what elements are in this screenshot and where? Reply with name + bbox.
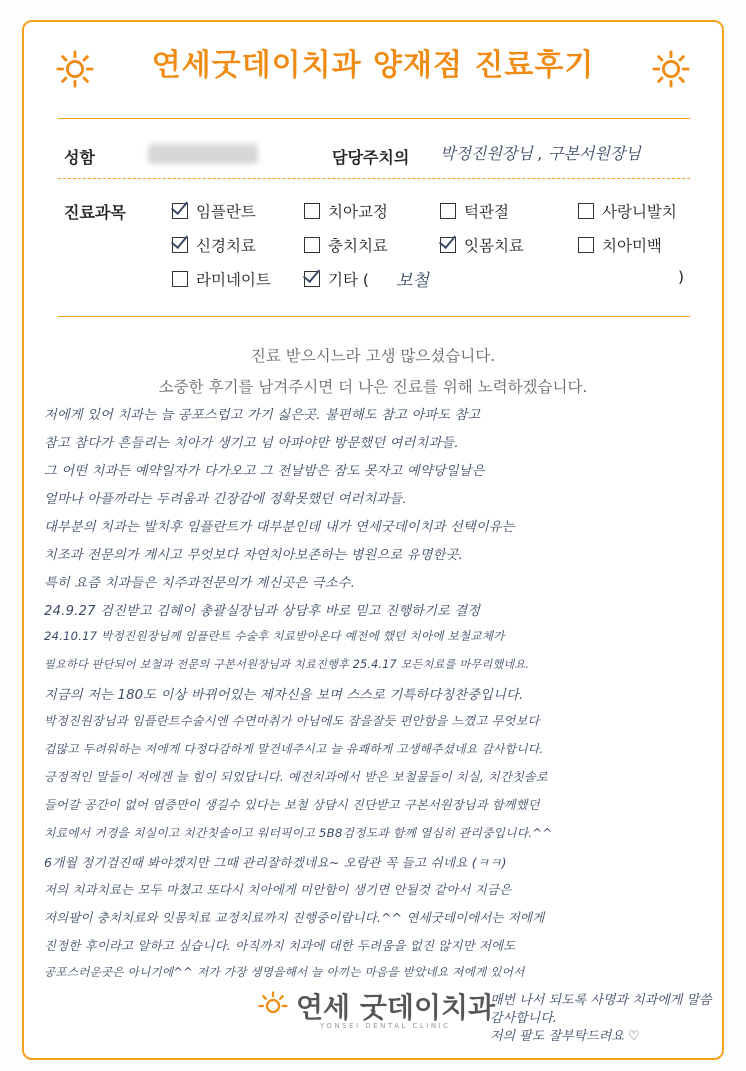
review-line: 참고 참다가 흔들리는 치아가 생기고 넘 아파야만 방문했던 여러치과들.	[44, 436, 459, 451]
checkbox[interactable]	[304, 203, 320, 219]
review-line: 지금의 저는 180도 이상 바뀌어있는 제자신을 보며 스스로 기특하다칭찬중입니다.	[44, 688, 524, 703]
checkbox[interactable]	[304, 237, 320, 253]
checkbox[interactable]	[440, 203, 456, 219]
review-line: 치료에서 거경을 치실이고 치간칫솔이고 워터픽이고 5B8검정도과 함께 열심히 관리중입니다.^^	[44, 826, 553, 840]
option-implant[interactable]: 임플란트	[172, 200, 256, 222]
checkbox[interactable]	[172, 203, 188, 219]
option-wisdom-tooth[interactable]: 사랑니발치	[578, 200, 677, 222]
review-line: 들어갈 공간이 없어 염증만이 생길수 있다는 보철 상담시 진단받고 구본서원장님과 함께했던	[44, 798, 540, 812]
page-title: 연세굿데이치과 양재점 진료후기	[151, 48, 595, 83]
name-value-redacted	[148, 144, 258, 164]
checkbox[interactable]	[172, 237, 188, 253]
option-other[interactable]: 기타 (	[304, 268, 369, 290]
review-line: 긍정적인 말들이 저에겐 늘 힘이 되었답니다. 예전치과에서 받은 보철물들이 치실, 치간칫솔로	[44, 770, 548, 784]
intro-line-1: 진료 받으시느라 고생 많으셨습니다.	[250, 347, 496, 365]
departments-label: 진료과목	[64, 203, 126, 222]
divider	[58, 178, 690, 179]
footer-subtext: YONSEI DENTAL CLINIC	[320, 1022, 451, 1030]
review-line: 진정한 후이라고 알하고 싶습니다. 아직까지 치과에 대한 두려움을 없진 않지만 저에도	[44, 938, 516, 953]
option-orthodontics[interactable]: 치아교정	[304, 200, 388, 222]
review-line: 박정진원장님과 임플란트수술시엔 수면마취가 아님에도 잠을잘듯 편안함을 느꼈고 무엇보다	[44, 714, 540, 728]
footer-logo	[258, 986, 495, 1026]
option-tmj[interactable]: 턱관절	[440, 200, 509, 222]
option-gum[interactable]: 잇몸치료	[440, 234, 524, 256]
checkbox[interactable]	[172, 271, 188, 287]
other-value: 보철	[396, 271, 429, 291]
option-cavity[interactable]: 충치치료	[304, 234, 388, 256]
review-line: 그 어떤 치과든 예약일자가 다가오고 그 전날밤은 잠도 못자고 예약당일날은	[44, 464, 485, 479]
review-line: 저에게 있어 치과는 늘 공포스럽고 가기 싫은곳. 불편해도 참고 아파도 참고	[44, 408, 481, 423]
doctor-value: 박정진원장님 , 구본서원장님	[440, 144, 641, 163]
review-line: 24.9.27 검진받고 김혜이 총괄실장님과 상담후 바로 믿고 진행하기로 결정	[44, 604, 481, 619]
review-line: 공포스러운곳은 아니기에^^ 저가 가장 생명을해서 늘 아끼는 마음을 받았네요 저에게 있어서	[44, 965, 525, 979]
signature-line: 매번 나서 되도록 사명과 치과에게 말씀	[490, 993, 712, 1008]
review-line: 특히 요즘 치과들은 치주과전문의가 계신곳은 극소수.	[44, 576, 356, 591]
review-line: 저의 치과치료는 모두 마쳤고 또다시 치아에게 미안함이 생기면 안될것 같아서 지금은	[44, 882, 512, 897]
footer-logo-text: 연세 굿데이치과	[296, 991, 496, 1024]
sun-icon	[258, 991, 288, 1021]
review-line: 6개월 정기검진때 봐야겠지만 그때 관리잘하겠네요~ 오람관 꼭 들고 쉬네요 (ㅋㅋ)	[44, 855, 507, 870]
review-line: 치조과 전문의가 계시고 무엇보다 자연치아보존하는 병원으로 유명한곳.	[44, 548, 463, 563]
checkbox[interactable]	[304, 271, 320, 287]
checkbox[interactable]	[578, 203, 594, 219]
option-whitening[interactable]: 치아미백	[578, 234, 662, 256]
signature-line: 저의 팔도 잘부탁드려요 ♡	[490, 1029, 640, 1044]
option-laminate[interactable]: 라미네이트	[172, 268, 271, 290]
review-line: 얼마나 아플까라는 두려움과 긴장감에 정확못했던 여러치과들.	[44, 492, 407, 507]
divider	[58, 118, 690, 119]
intro-line-2: 소중한 후기를 남겨주시면 더 나은 진료를 위해 노력하겠습니다.	[158, 378, 588, 396]
signature	[490, 992, 712, 1046]
review-line: 겁많고 두려워하는 저에게 다정다감하게 말건네주시고 늘 유쾌하게 고생해주셨네요 감사합니다.	[44, 742, 544, 756]
checkbox[interactable]	[440, 237, 456, 253]
review-line: 대부분의 치과는 발치후 임플란트가 대부분인데 내가 연세굿데이치과 선택이유는	[44, 520, 515, 535]
review-line: 저의팔이 충치치료와 잇몸치료 교정치료까지 진행중이랍니다.^^ 연세굿데이에서는 저에게	[44, 910, 545, 925]
signature-line: 감사합니다.	[490, 1011, 557, 1026]
other-close-paren: )	[678, 268, 685, 286]
option-root-canal[interactable]: 신경치료	[172, 234, 256, 256]
title-wrap	[0, 40, 746, 84]
checkbox[interactable]	[578, 237, 594, 253]
review-line: 필요하다 판단되어 보철과 전문의 구본서원장님과 치료진행후 25.4.17 모든치료를 마무리했네요.	[44, 658, 530, 671]
review-card	[22, 20, 724, 1060]
divider	[58, 316, 690, 317]
review-line: 24.10.17 박정진원장님께 임플란트 수술후 치료받아온다 예전에 했던 치아에 보철교체가	[44, 629, 505, 643]
doctor-label: 담당주치의	[332, 148, 410, 167]
name-label: 성함	[64, 148, 95, 167]
